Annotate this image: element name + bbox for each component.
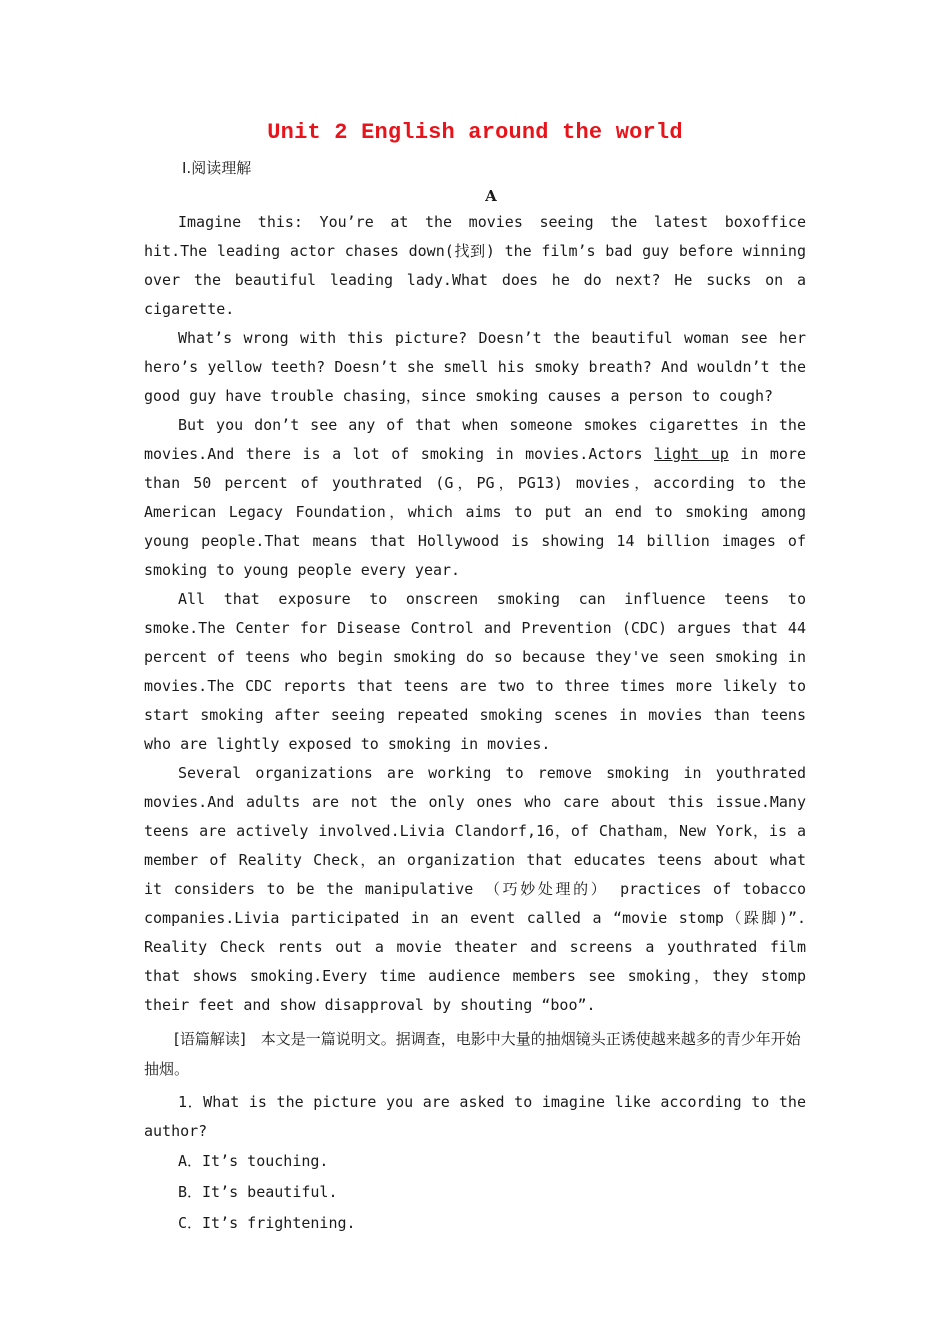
option-a: A．It’s touching.: [178, 1152, 329, 1170]
underlined-phrase: light up: [654, 445, 729, 463]
paragraph-3: [144, 411, 806, 585]
paragraph-3-text-a: But you don’t see any of that when someone smokes cigarettes in the movies.And there is a lot of smoking in movies.Actors: [144, 416, 806, 463]
paragraph-3-text-b: in more than 50 percent of youthrated (G，PG，PG13) movies，according to the American Legacy Foundation，which aims to put an end to smoking among young people.That means that Hollywood is showing 14 billion images of smoking to young people every year.: [144, 445, 806, 579]
option-b: B．It’s beautiful.: [178, 1183, 338, 1201]
question-stem: 1．What is the picture you are asked to imagine like according to the author?: [144, 1093, 806, 1140]
passage-label: A: [485, 187, 497, 205]
paragraph-1: Imagine this: You’re at the movies seeing the latest boxoffice hit.The leading actor chases down(找到) the film’s bad guy before winning over the beautiful leading lady.What does he do next? He sucks on a cigarette.: [144, 213, 806, 318]
paragraph-4: All that exposure to onscreen smoking can influence teens to smoke.The Center for Disease Control and Prevention (CDC) argues that 44 percent of teens who begin smoking do so because they've seen smoking in movies.The CDC reports that teens are two to three times more likely to start smoking after seeing repeated smoking scenes in movies than teens who are lightly exposed to smoking in movies.: [144, 590, 806, 753]
unit-title: Unit 2 English around the world: [267, 120, 683, 145]
section-heading: Ⅰ.阅读理解: [182, 159, 252, 177]
passage-analysis: [语篇解读] 本文是一篇说明文。据调查，电影中大量的抽烟镜头正诱使越来越多的青少年开始抽烟。: [144, 1030, 801, 1078]
paragraph-2: What’s wrong with this picture? Doesn’t the beautiful woman see her hero’s yellow teeth? Doesn’t she smell his smoky breath? And wouldn’t the good guy have trouble chasing，since smoking causes a person to cough?: [144, 329, 806, 405]
paragraph-5: Several organizations are working to remove smoking in youthrated movies.And adults are not the only ones who care about this issue.Many teens are actively involved.Livia Clandorf,16，of Chatham，New York，is a member of Reality Check，an organization that educates teens about what it considers to be the manipulative （巧妙处理的） practices of tobacco companies.Livia participated in an event called a “movie stomp（跺脚)”. Reality Check rents out a movie theater and screens a youthrated film that shows smoking.Every time audience members see smoking，they stomp their feet and show disapproval by shouting “boo”.: [144, 764, 806, 1014]
option-c: C．It’s frightening.: [178, 1214, 356, 1232]
passage-body: [144, 208, 806, 1239]
